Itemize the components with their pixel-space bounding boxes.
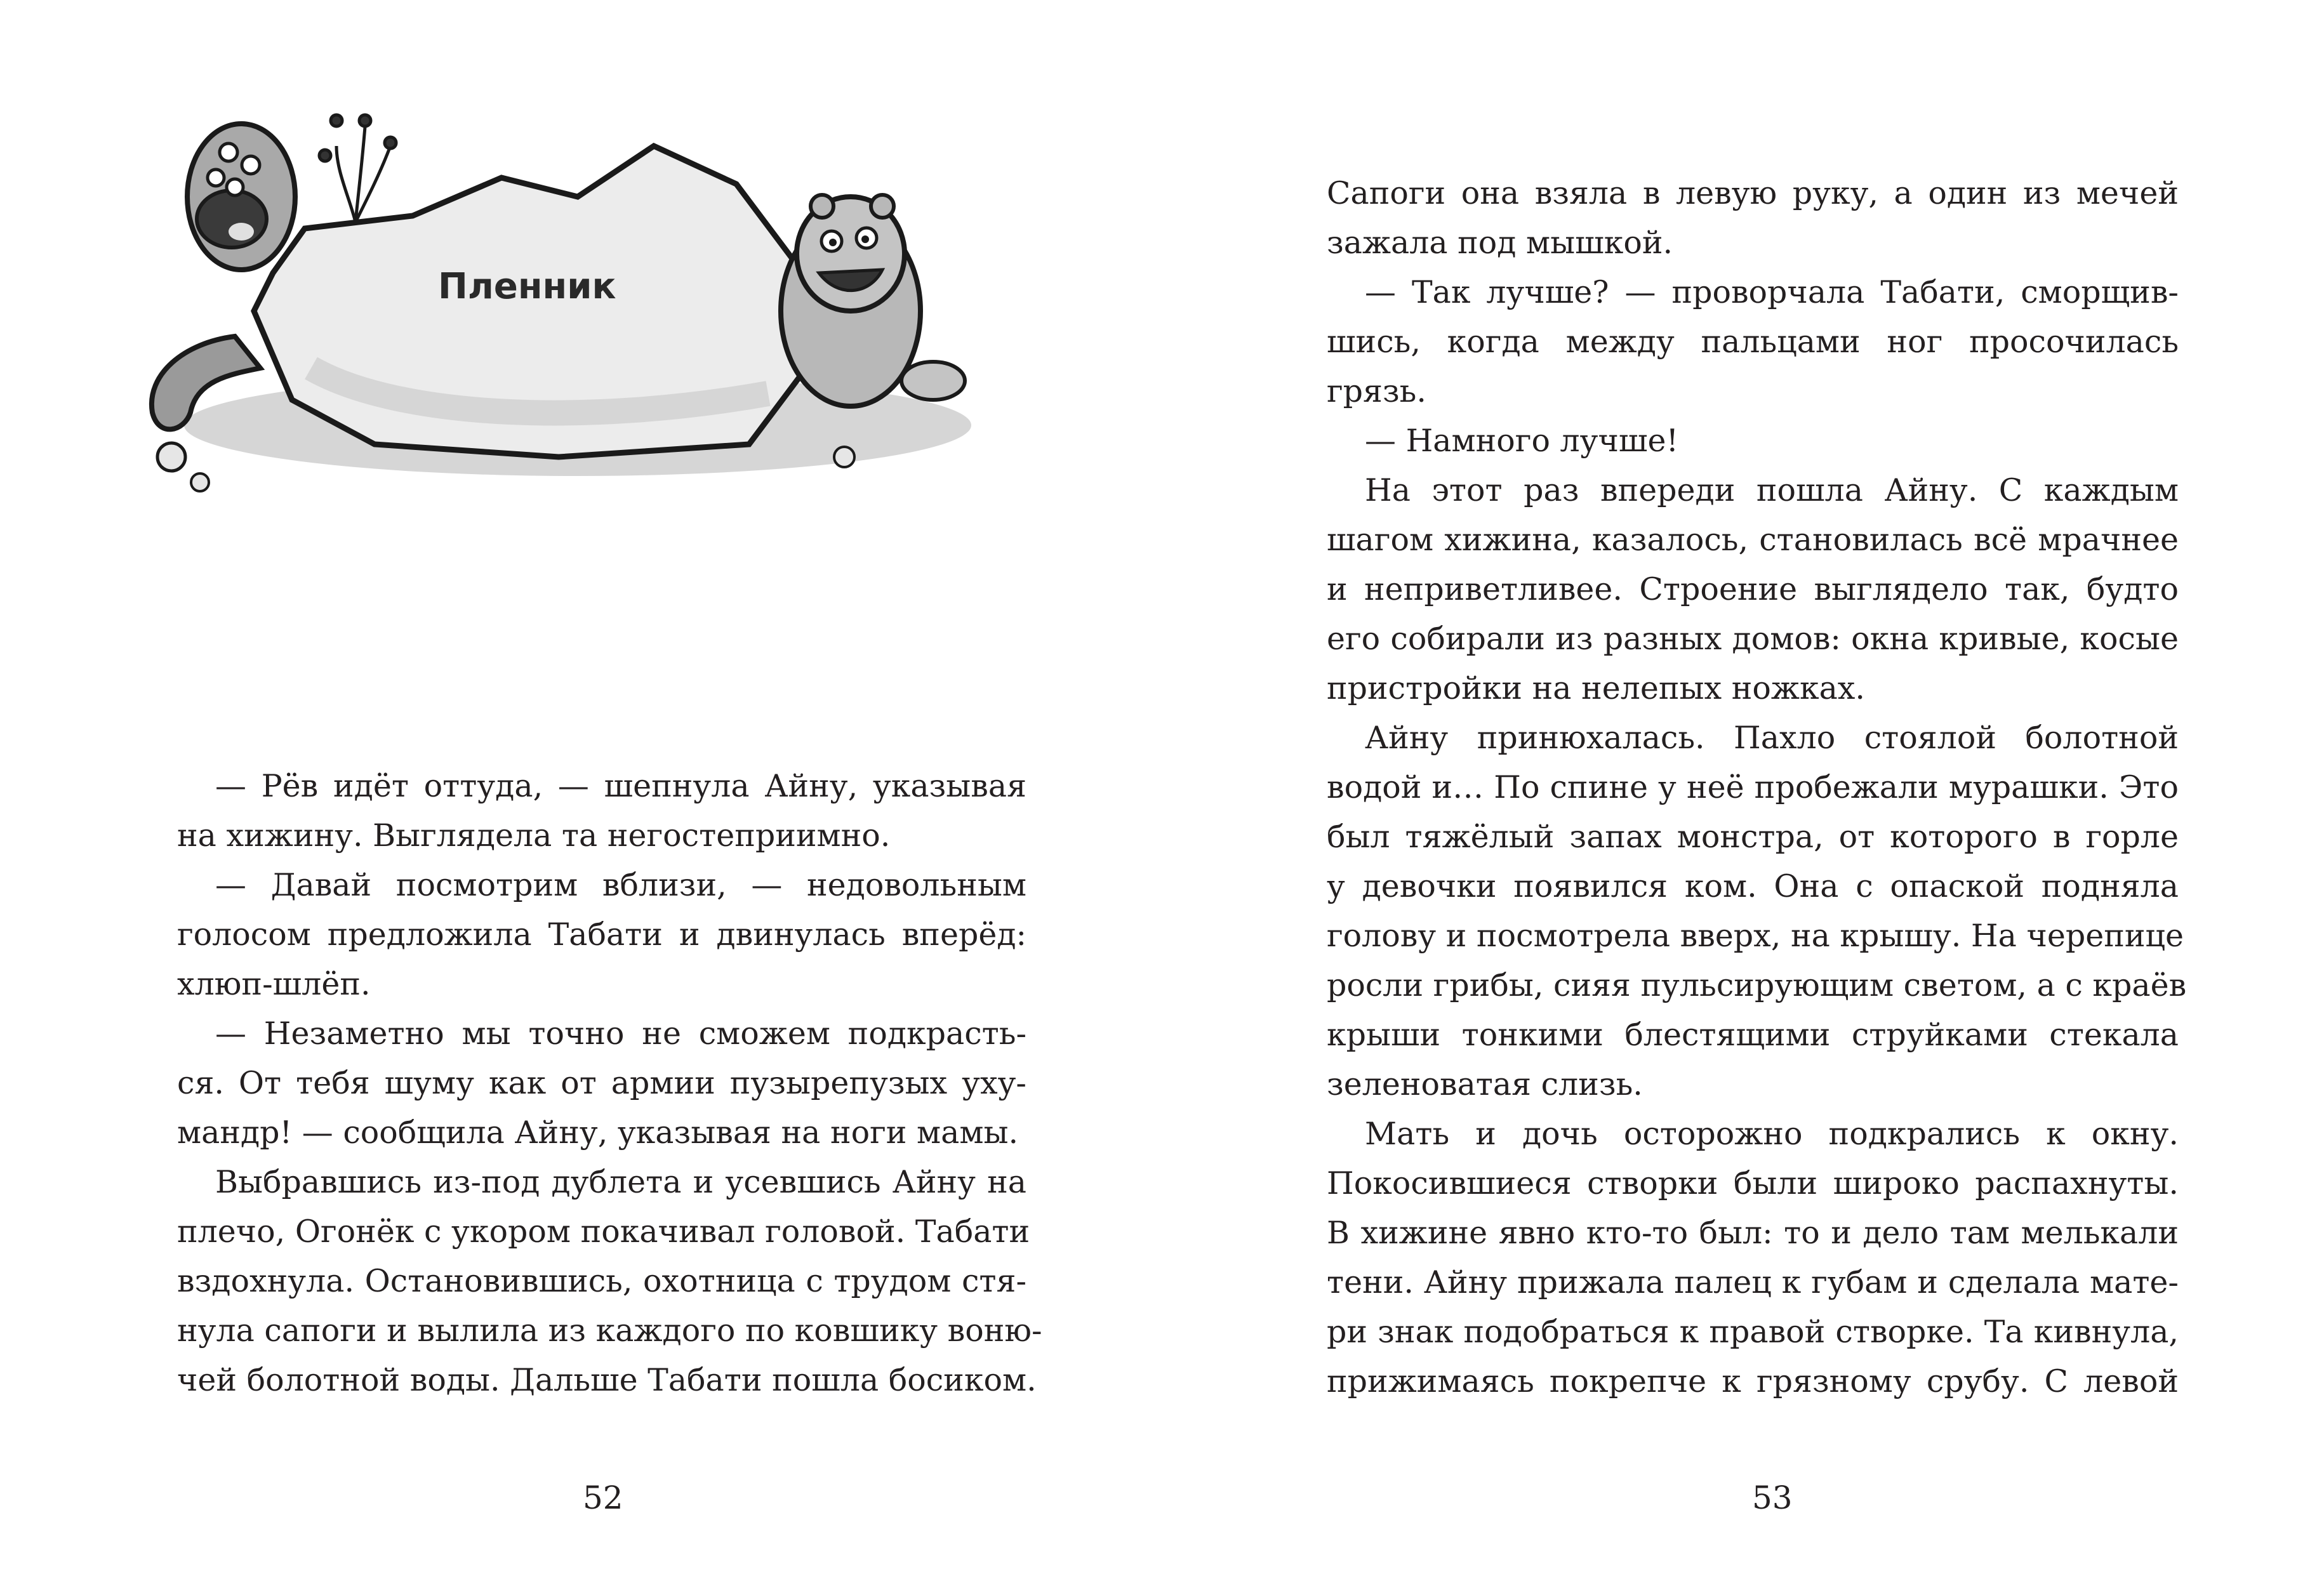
text-line: грязь. bbox=[1327, 373, 1426, 409]
chapter-title: Пленник bbox=[438, 266, 616, 307]
left-monster bbox=[187, 124, 295, 270]
text-line: мандр! — сообщила Айну, указывая на ноги мамы. bbox=[177, 1114, 1019, 1151]
right-page-text bbox=[1327, 169, 2187, 1406]
left-page-text bbox=[177, 762, 1042, 1405]
text-line: тени. Айну прижала палец к губам и сделала мате- bbox=[1327, 1264, 2179, 1300]
text-line: чей болотной воды. Дальше Табати пошла босиком. bbox=[177, 1362, 1037, 1398]
text-line: голову и посмотрела вверх, на крышу. На черепице bbox=[1327, 918, 2184, 954]
text-line: — Так лучше? — проворчала Табати, сморщив- bbox=[1365, 274, 2179, 310]
text-line: Покосившиеся створки были широко распахнуты. bbox=[1327, 1165, 2179, 1201]
text-line: зажала под мышкой. bbox=[1327, 225, 1673, 261]
text-line: росли грибы, сияя пульсирующим светом, а с краёв bbox=[1327, 967, 2187, 1003]
text-line: шись, когда между пальцами ног просочилась bbox=[1327, 324, 2179, 360]
text-line: его собирали из разных домов: окна кривые, косые bbox=[1327, 621, 2179, 657]
text-line: Выбравшись из-под дублета и усевшись Айну на bbox=[215, 1164, 1026, 1200]
text-line: На этот раз впереди пошла Айну. С каждым bbox=[1365, 472, 2179, 508]
page-number: 52 bbox=[583, 1479, 623, 1516]
text-line: нула сапоги и вылила из каждого по ковшику воню- bbox=[177, 1313, 1042, 1349]
text-line: Мать и дочь осторожно подкрались к окну. bbox=[1365, 1116, 2179, 1152]
text-line: — Давай посмотрим вблизи, — недовольным bbox=[215, 867, 1026, 903]
text-line: вздохнула. Остановившись, охотница с трудом стя- bbox=[177, 1263, 1026, 1299]
text-line: — Рёв идёт оттуда, — шепнула Айну, указывая bbox=[215, 768, 1026, 804]
text-line: зеленоватая слизь. bbox=[1327, 1066, 1643, 1102]
text-line: ри знак подобраться к правой створке. Та кивнула, bbox=[1327, 1314, 2179, 1350]
text-line: Айну принюхалась. Пахло стоялой болотной bbox=[1365, 720, 2179, 756]
page-number: 53 bbox=[1752, 1479, 1793, 1516]
text-line: — Намного лучше! bbox=[1365, 423, 1679, 459]
text-line: прижимаясь покрепче к грязному срубу. С левой bbox=[1327, 1363, 2179, 1399]
right-page bbox=[1162, 0, 2324, 1574]
text-line: на хижину. Выглядела та негостеприимно. bbox=[177, 817, 891, 854]
text-line: плечо, Огонёк с укором покачивал головой. Табати bbox=[177, 1214, 1030, 1250]
text-line: В хижине явно кто-то был: то и дело там мелькали bbox=[1327, 1215, 2179, 1251]
text-line: и неприветливее. Строение выглядело так, будто bbox=[1327, 571, 2179, 607]
right-monster bbox=[781, 195, 965, 406]
text-line: Сапоги она взяла в левую руку, а один из мечей bbox=[1327, 175, 2179, 211]
text-line: у девочки появился ком. Она с опаской подняла bbox=[1327, 868, 2179, 904]
text-line: шагом хижина, казалось, становилась всё мрачнее bbox=[1327, 522, 2179, 558]
text-line: был тяжёлый запах монстра, от которого в горле bbox=[1327, 819, 2179, 855]
plant bbox=[319, 115, 396, 222]
text-line: водой и… По спине у неё пробежали мурашки. Это bbox=[1327, 769, 2179, 805]
text-line: крыши тонкими блестящими струйками стекала bbox=[1327, 1017, 2179, 1053]
text-line: ся. От тебя шуму как от армии пузырепузых уху- bbox=[177, 1065, 1026, 1101]
text-line: голосом предложила Табати и двинулась вперёд: bbox=[177, 916, 1026, 953]
eye-icon bbox=[220, 143, 237, 161]
text-line: пристройки на нелепых ножках. bbox=[1327, 670, 1866, 706]
pebble bbox=[157, 443, 185, 471]
text-line: — Незаметно мы точно не сможем подкрасть- bbox=[215, 1015, 1026, 1052]
text-line: хлюп-шлёп. bbox=[177, 966, 371, 1002]
chapter-illustration bbox=[146, 102, 1016, 495]
